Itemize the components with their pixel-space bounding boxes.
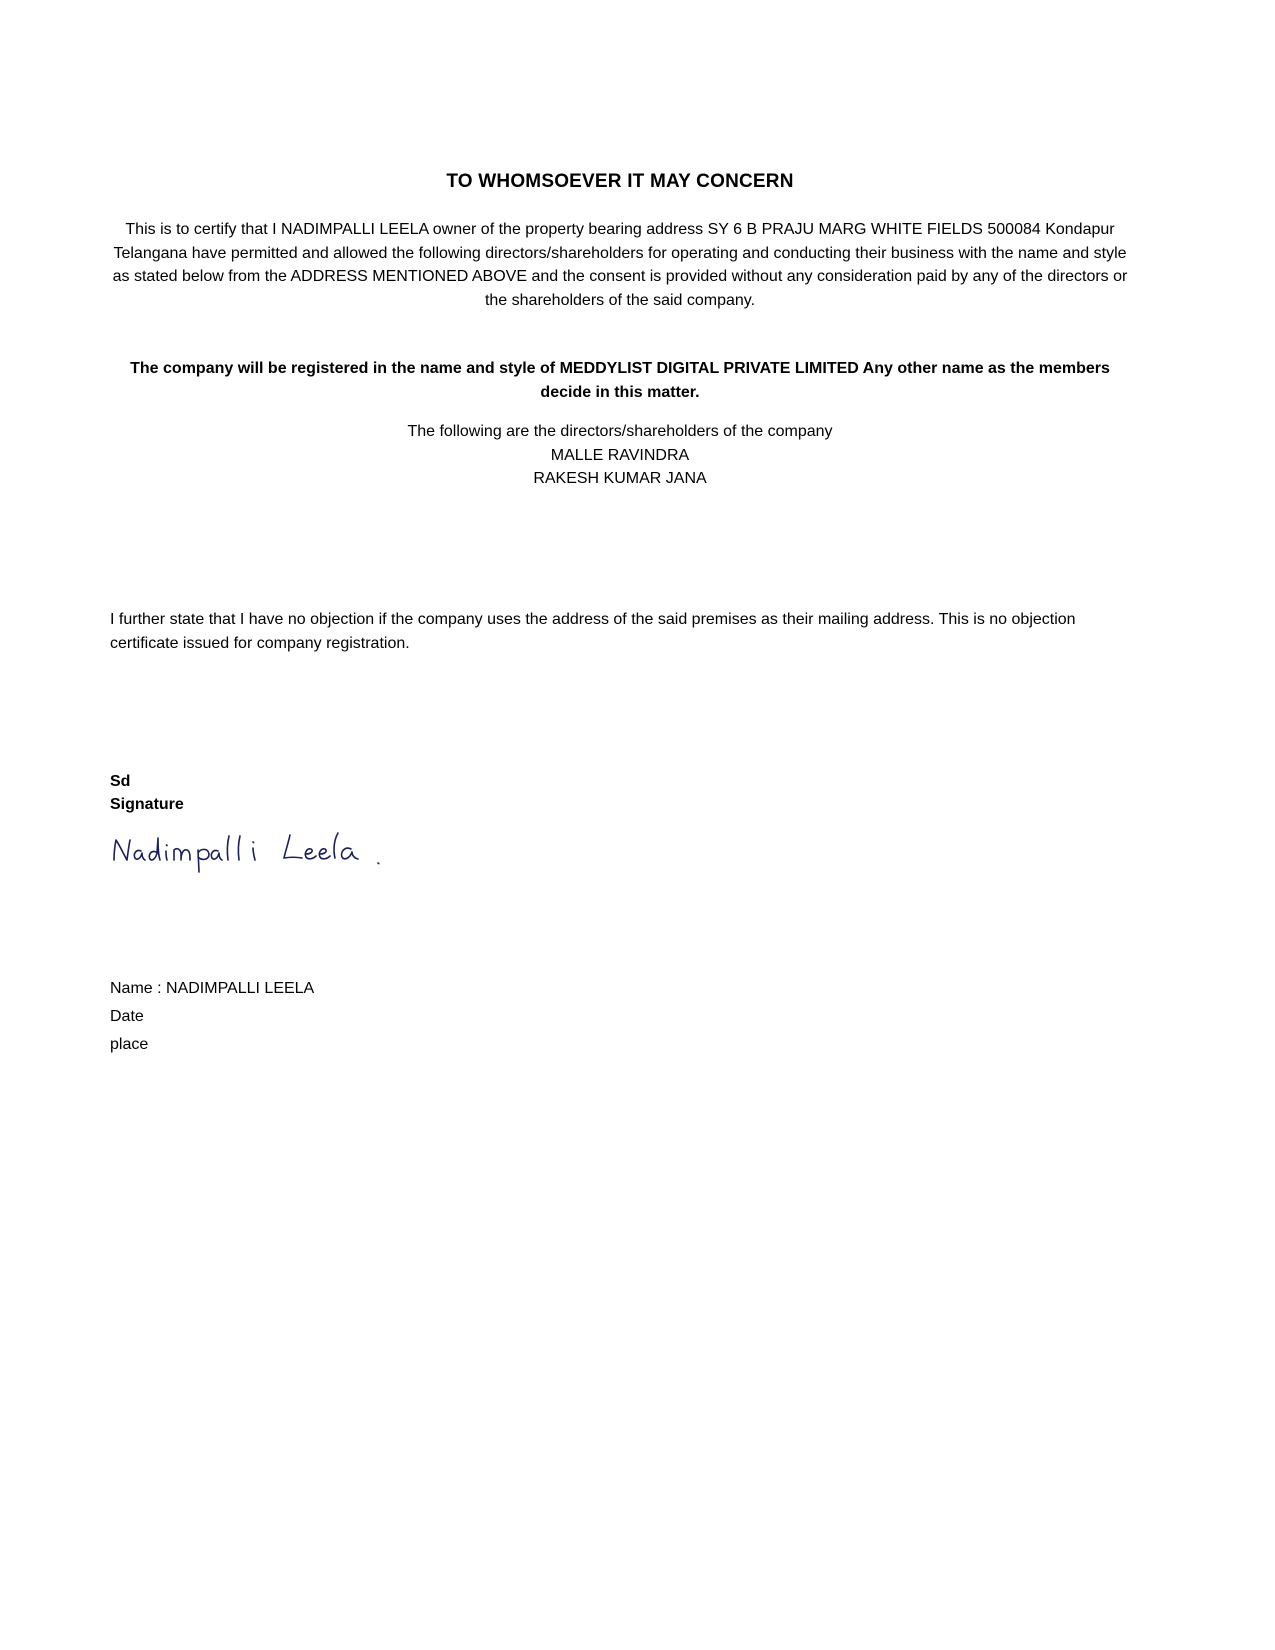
company-statement: The company will be registered in the name and style of MEDDYLIST DIGITAL PRIVATE LIMITED Any other name as the members decide in this matter.: [130, 360, 1110, 401]
handwritten-signature: [108, 820, 408, 878]
place-label: place: [110, 1036, 149, 1053]
owner-name: Name : NADIMPALLI LEELA: [110, 980, 315, 997]
directors-heading: The following are the directors/shareholders of the company: [407, 423, 833, 440]
date-label: Date: [110, 1008, 144, 1025]
intro-paragraph: This is to certify that I NADIMPALLI LEELA owner of the property bearing address SY 6 B PRAJU MARG WHITE FIELDS 500084 Kondapur Telangana have permitted and allowed the following directors/shareholders for operating and conducting their business with the name and style as stated below from the ADDRESS MENTIONED ABOVE and the consent is provided without any consideration paid by any of the directors or the shareholders of the said company.: [112, 221, 1128, 309]
directors-section: [110, 420, 1130, 491]
document-title: TO WHOMSOEVER IT MAY CONCERN: [446, 171, 794, 192]
footer-details: [110, 975, 1130, 1059]
director-name: MALLE RAVINDRA: [550, 446, 690, 464]
objection-paragraph: I further state that I have no objection if the company uses the address of the said premises as their mailing address. This is no objection certificate issued for company registration.: [110, 611, 1076, 652]
signature-label: Signature: [110, 796, 184, 813]
director-name: RAKESH KUMAR JANA: [533, 470, 707, 487]
signature-labels: [110, 770, 1130, 816]
sd-label: Sd: [110, 773, 131, 790]
